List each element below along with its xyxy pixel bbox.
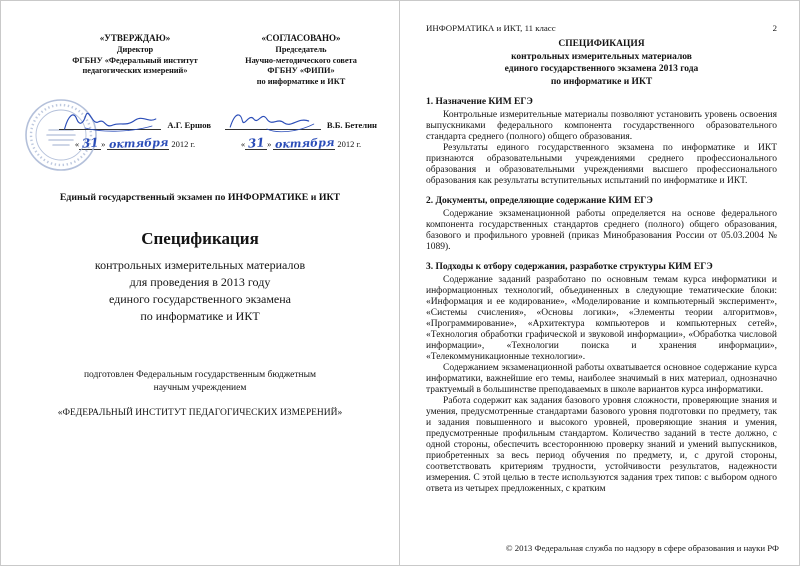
approve-line: Директор — [116, 45, 154, 54]
running-title: ИНФОРМАТИКА и ИКТ, 11 класс — [426, 23, 556, 33]
date-month-blank — [107, 135, 169, 152]
approve-title: «УТВЕРЖДАЮ» — [99, 33, 171, 43]
paragraph: Контрольные измерительные материалы позволяют установить уровень освоения выпускниками федерального компонента государственного образовательного стандарта среднего (полного) общего образования. — [426, 110, 777, 142]
quote-close: » — [267, 139, 272, 149]
document-body — [426, 97, 777, 495]
chairman-name: В.Б. Бетелин — [326, 120, 377, 130]
page2-title-line: СПЕЦИФИКАЦИЯ — [558, 39, 645, 49]
director-name: А.Г. Ершов — [167, 120, 211, 130]
paragraph: Содержание заданий разработано по основным темам курса информатики и информационных технологий, объединенных в следующие тематические блоки: «Информация и ее кодирование», «Моделирование и компьютерный эксперимент», «Системы счисления», «Основы логики», «Элементы теории алгоритмов», «Программирование», «Архитектура компьютеров и компьютерных сетей», «Технология обработки графической и звуковой информации», «Обработка числовой информации», «Технологии поиска и хранения информации», «Телекоммуникационные технологии». — [426, 275, 777, 362]
handwritten-day: 31 — [247, 135, 265, 151]
title-page — [1, 1, 400, 565]
section-heading-1: 1. Назначение КИМ ЕГЭ — [426, 97, 533, 107]
agree-line: ФГБНУ «ФИПИ» — [267, 66, 335, 75]
quote-open: « — [74, 139, 80, 149]
paragraph: Результаты единого государственного экзамена по информатике и ИКТ признаются образовательными учреждениями среднего профессионального образования и образовательными учреждениями высшего профессионального образования как результаты вступительных испытаний по информатике и ИКТ. — [426, 143, 777, 186]
document-title: Спецификация — [141, 229, 259, 248]
director-signature-row — [59, 104, 211, 130]
approval-blocks — [59, 33, 377, 150]
agree-line: Научно-методического совета — [245, 55, 357, 65]
page2-title-block — [426, 38, 777, 88]
document-subtitle-line: для проведения в 2013 году — [129, 275, 271, 289]
agree-text — [225, 33, 377, 90]
exam-subject-line: Единый государственный экзамен по ИНФОРМАТИКЕ и ИКТ — [59, 192, 341, 203]
approve-line: ФГБНУ «Федеральный институт — [72, 55, 198, 65]
approve-text — [59, 33, 211, 90]
institute-name: «ФЕДЕРАЛЬНЫЙ ИНСТИТУТ ПЕДАГОГИЧЕСКИХ ИЗМЕРЕНИЙ» — [57, 408, 343, 418]
quote-open: « — [240, 139, 246, 149]
date-day-blank — [79, 135, 101, 151]
page-number: 2 — [772, 23, 777, 33]
document-subtitle-line: контрольных измерительных материалов — [94, 258, 306, 272]
page2-title-line: контрольных измерительных материалов — [511, 51, 692, 62]
approve-line: педагогических измерений» — [82, 66, 188, 75]
signature-line — [225, 103, 321, 130]
approve-block — [59, 33, 211, 150]
document-subtitle-line: единого государственного экзамена — [108, 292, 292, 306]
date-year: 2012 г. — [171, 139, 196, 149]
prepared-by-line: подготовлен Федеральным государственным бюджетным — [83, 370, 317, 380]
approve-date — [59, 135, 211, 152]
handwritten-day: 31 — [81, 135, 99, 151]
date-day-blank — [245, 135, 267, 151]
chairman-signature-row — [225, 104, 377, 130]
date-month-blank — [273, 135, 335, 152]
prepared-by-line: научным учреждением — [153, 383, 247, 393]
copyright-footer: © 2013 Федеральная служба по надзору в сфере образования и науки РФ — [505, 543, 779, 553]
paragraph: Содержание экзаменационной работы определяется на основе федерального компонента государственных стандартов среднего (полного) общего образования, базового и профильного уровней (приказ Минобразования России от 05.03.2004 № 1089). — [426, 209, 777, 252]
page2-title-line: по информатике и ИКТ — [550, 76, 653, 87]
agree-line: Председатель — [275, 45, 327, 54]
content-page — [400, 1, 799, 565]
director-signature-icon — [59, 105, 161, 135]
section-heading-3: 3. Подходы к отбору содержания, разработке структуры КИМ ЕГЭ — [426, 262, 713, 272]
document-subtitle-line: по информатике и ИКТ — [140, 309, 260, 323]
agree-line: по информатике и ИКТ — [256, 76, 346, 86]
page2-title-line: единого государственного экзамена 2013 года — [504, 64, 699, 74]
chairman-signature-icon — [225, 105, 321, 135]
date-year: 2012 г. — [337, 139, 362, 149]
paragraph: Содержанием экзаменационной работы охватывается основное содержание курса информатики, важнейшие его темы, наиболее значимый в них материал, однозначно трактуемый в большинстве преподаваемых в школе вариантов курса информатики. — [426, 363, 777, 395]
running-head — [426, 23, 777, 33]
quote-close: » — [101, 139, 106, 149]
agree-title: «СОГЛАСОВАНО» — [261, 33, 341, 43]
handwritten-month: октября — [108, 135, 169, 152]
agree-block — [225, 33, 377, 150]
signature-line — [59, 103, 161, 130]
paragraph: Работа содержит как задания базового уровня сложности, проверяющие знания и умения, предусмотренные стандартами базового уровня подготовки по предмету, так и задания повышенного и высокого уровней, проверяющие знания и умения, предусмотренные профильным стандартом. Количество заданий в тесте должно, с одной стороны, обеспечить всестороннюю проверку знаний и умений выпускников, приобретенных за весь период обучения по предмету, и, с другой стороны, соответствовать критериям трудности, устойчивости результатов, надежности измерения. С этой целью в тесте используются задания трех типов: с выбором одного ответа из четырех предложенных, с кратким — [426, 396, 777, 494]
section-heading-2: 2. Документы, определяющие содержание КИМ ЕГЭ — [426, 196, 653, 206]
handwritten-month: октября — [274, 135, 335, 152]
agree-date — [225, 135, 377, 152]
